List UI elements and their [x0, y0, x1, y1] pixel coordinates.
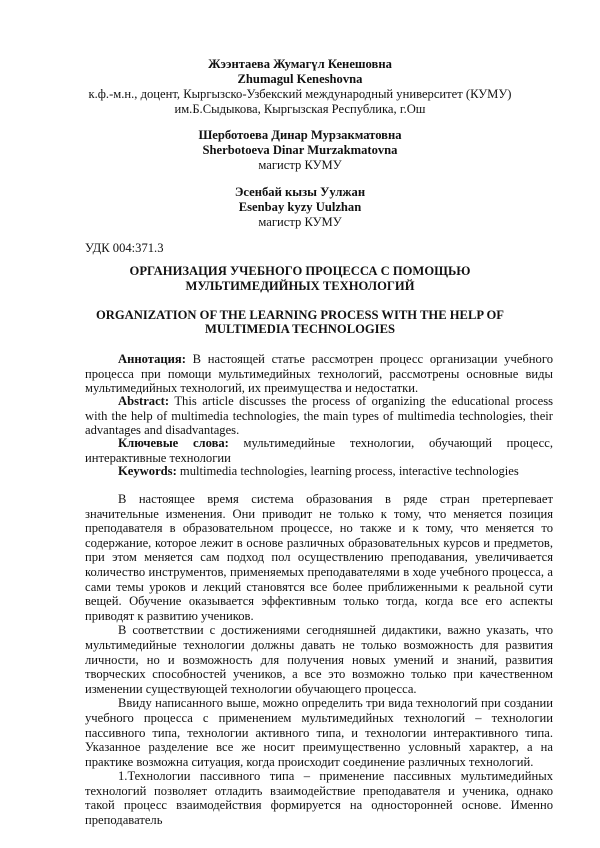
author-3-affiliation: магистр КУМУ: [258, 215, 342, 229]
author-3-name-ru: Эсенбай кызы Уулжан: [234, 185, 366, 199]
abstract: [85, 394, 553, 438]
body-text: [85, 492, 553, 828]
abstract-label: Abstract:: [118, 394, 170, 408]
annotation: [85, 352, 553, 396]
title-en-line-1: ORGANIZATION OF THE LEARNING PROCESS WITH THE HELP OF: [96, 308, 504, 322]
author-1-name-en: Zhumagul Keneshovna: [237, 72, 363, 86]
title-ru-line-2: МУЛЬТИМЕДИЙНЫХ ТЕХНОЛОГИЙ: [185, 279, 415, 293]
keywords-ru-text: мультимедийные технологии, обучающий процесс, интерактивные технологии: [85, 436, 553, 465]
annotation-text: В настоящей статье рассмотрен процесс организации учебного процесса при помощи мультимедийных технологий, рассмотрены основные виды мультимедийных технологий, их преимущества и недостатки.: [85, 352, 553, 396]
keywords-en-label: Keywords:: [118, 464, 177, 478]
body-paragraph-2: В соответствии с достижениями сегодняшней дидактики, важно указать, что мультимедийные технологии должны давать не только возможность для развития личности, но и возможность для получения новых умений и знаний, развития творческих способностей учеников, а все это возможно только при качественном изменении существующей технологии обучающего процесса.: [85, 623, 553, 696]
udk-code: УДК 004:371.3: [85, 241, 164, 255]
abstract-text: This article discusses the process of organizing the educational process with the help of multimedia technologies, the main types of multimedia technologies, their advantages and disadvantages.: [85, 394, 553, 438]
title-ru-line-1: ОРГАНИЗАЦИЯ УЧЕБНОГО ПРОЦЕССА С ПОМОЩЬЮ: [129, 264, 471, 278]
author-1-affiliation: к.ф.-м.н., доцент, Кыргызско-Узбекский международный университет (КУМУ): [88, 87, 512, 101]
author-2-affiliation: магистр КУМУ: [258, 158, 342, 172]
author-2-name-en: Sherbotoeva Dinar Murzakmatovna: [202, 143, 398, 157]
title-en-line-2: MULTIMEDIA TECHNOLOGIES: [204, 322, 395, 336]
author-2-name-ru: Шерботоева Динар Мурзакматовна: [198, 128, 402, 142]
author-1-affiliation-2: им.Б.Сыдыкова, Кыргызская Республика, г.Ош: [174, 102, 426, 116]
body-paragraph-1: В настоящее время система образования в ряде стран претерпевает значительные изменения. Они приводит не только к тому, что меняется позиция преподавателя в образовательном процессе, но также и к тому, что меняется то содержание, которое лежит в основе различных образовательных курсов и предметов, при этом меняется сам подход пол осуществлению преподавания, увеличивается количество инструментов, применяемых преподавателями в ходе учебного процесса, а сами темы уроков и лекций становятся все более приближенными к реальной сути вещей. Обучение оказывается эффективным только тогда, когда все его аспекты приводят к развитию учеников.: [85, 492, 553, 623]
keywords-en: [85, 464, 553, 479]
keywords-ru-label: Ключевые слова:: [118, 436, 229, 450]
annotation-label: Аннотация:: [118, 352, 186, 366]
author-3-name-en: Esenbay kyzy Uulzhan: [238, 200, 362, 214]
keywords-ru: [85, 436, 553, 465]
body-paragraph-3: Ввиду написанного выше, можно определить три вида технологий при создании учебного процесса с применением мультимедийных технологий – технологии пассивного типа, технологии активного типа, и технологии интерактивного типа. Указанное разделение все же носит преимущественно условный характер, а на практике возможна ситуация, когда происходит соединение различных технологий.: [85, 696, 553, 769]
body-paragraph-4: 1.Технологии пассивного типа – применение пассивных мультимедийных технологий позволяет отладить взаимодействие преподавателя и ученика, однако такой процесс взаимодействия формируется на односторонней основе. Именно преподаватель: [85, 769, 553, 828]
keywords-en-text: multimedia technologies, learning process, interactive technologies: [176, 464, 519, 478]
author-1-name-ru: Жээнтаева Жумагүл Кенешовна: [208, 57, 392, 71]
